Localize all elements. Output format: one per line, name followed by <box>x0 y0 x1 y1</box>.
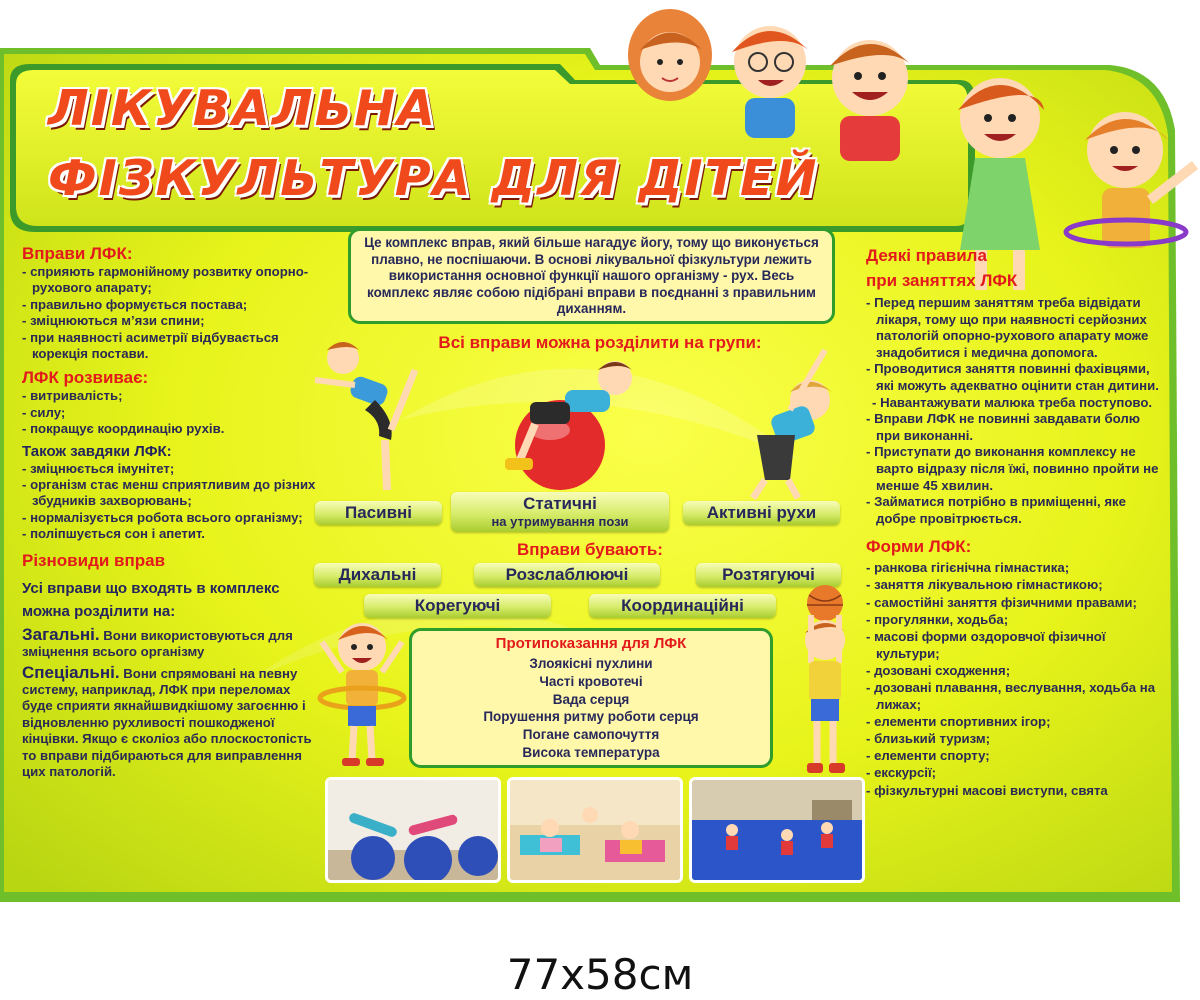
exercise-illustrations <box>295 340 855 500</box>
special-term: Спеціальні. <box>22 662 120 682</box>
list-item: - Приступати до виконання комплексу не варто відразу після їжі, повинно пройти не менше 45 хвилин. <box>866 444 1166 494</box>
list-item: - елементи спортивних ігор; <box>866 713 1166 730</box>
list-item: - прогулянки, ходьба; <box>866 611 1166 628</box>
photo-kids-on-mats <box>507 777 683 883</box>
child-girl-1 <box>628 9 712 101</box>
rules-list <box>866 295 1166 527</box>
list-item: - ранкова гігієнічна гімнастика; <box>866 559 1166 576</box>
photo-fitness-balls <box>325 777 501 883</box>
intro-text: Це комплекс вправ, який більше нагадує йогу, тому що виконується плавно, не поспішаючи. В основі лікувальної фізкультури лежить використання основної функції нашого організму - рух. Весь комплекс являє собою підібрані вправи в поєднанні з правильним диханням. <box>364 235 819 316</box>
list-item: - Перед першим заняттям треба відвідати лікаря, тому що при наявності серйозних патологій опорно-рухового апарату може знадобитися і медична допомога. <box>866 295 1166 361</box>
intro-box <box>348 228 835 324</box>
groups-heading: Всі вправи можна розділити на групи: <box>438 333 762 352</box>
left-column <box>22 244 322 780</box>
list-item: - поліпшується сон і апетит. <box>22 526 322 542</box>
list-item: - Проводитися заняття повинні фахівцями, які можуть адекватно оцінити стан дитини. <box>866 361 1166 394</box>
contraindications-list <box>412 655 770 762</box>
list-item: - правильно формується постава; <box>22 297 322 313</box>
types-heading: Вправи бувають: <box>517 540 663 559</box>
list-item: Злоякісні пухлини <box>529 656 653 671</box>
list-item: Порушення ритму роботи серця <box>483 709 699 725</box>
type-coordination: Координаційні <box>589 594 776 618</box>
group-static-label: Статичні <box>523 494 597 513</box>
girl-side-bend <box>753 350 835 498</box>
list-item: - елементи спорту; <box>866 747 1166 764</box>
list-item: - зміцнюється імунітет; <box>22 461 322 477</box>
rules-heading-line-1: Деякі правила <box>866 246 987 265</box>
list-item: - фізкультурні масові виступи, свята <box>866 782 1166 799</box>
group-static-sub: на утримування пози <box>491 514 629 529</box>
list-item: - масові форми оздоровчої фізичної культури; <box>866 628 1166 662</box>
general-term: Загальні. <box>22 624 100 644</box>
general-exercises <box>22 624 312 661</box>
list-item: - самостійні заняття фізичними правами; <box>866 594 1166 611</box>
list-item: - екскурсії; <box>866 764 1166 781</box>
photo-kids-in-gym <box>689 777 865 883</box>
list-item: - заняття лікувальною гімнастикою; <box>866 576 1166 593</box>
special-exercises <box>22 662 312 781</box>
list-item: Погане самопочуття <box>522 727 660 743</box>
type-relaxing: Розслаблюючі <box>474 563 660 587</box>
group-static <box>451 492 669 532</box>
special-text: Вони спрямовані на певну систему, наприклад, ЛФК при переломах буде сприяти якнайшвидкішому загоєнню і відновленню рухливості пошкодженої кінцівки. Якщо є сколіоз або плоскостопість то вправи підбираються для виправлення цих патологій. <box>22 665 312 779</box>
title-line-2: ФІЗКУЛЬТУРА ДЛЯ ДІТЕЙ <box>48 150 819 207</box>
list-item: Висока температура <box>522 744 660 760</box>
list-item: Вада серця <box>552 691 630 707</box>
list-item: - зміцнюються м’язи спини; <box>22 313 322 329</box>
size-label: 77х58см <box>506 950 694 999</box>
list-item: - Навантажувати малюка треба поступово. <box>866 395 1166 412</box>
photo-kids-in-gym-image <box>692 780 862 880</box>
right-column <box>866 246 1166 799</box>
boy-hula-hoop-illustration <box>312 612 412 772</box>
type-breathing: Дихальні <box>314 563 441 587</box>
varieties-intro: Усі вправи що входять в комплекс можна розділити на: <box>22 579 280 620</box>
list-item: Часті кровотечі <box>539 673 643 689</box>
list-item: - дозовані сходження; <box>866 662 1166 679</box>
group-active: Активні рухи <box>683 501 840 525</box>
forms-list <box>866 559 1166 798</box>
list-item: - Вправи ЛФК не повинні завдавати болю при виконанні. <box>866 411 1166 444</box>
contraindications-heading: Протипоказання для ЛФК <box>495 635 687 652</box>
develops-heading: ЛФК розвиває: <box>22 368 149 388</box>
contraindications-box <box>409 628 773 768</box>
group-passive: Пасивні <box>315 501 442 525</box>
type-corrective: Корегуючі <box>364 594 551 618</box>
list-item: - близький туризм; <box>866 730 1166 747</box>
type-stretching: Розтягуючі <box>696 563 841 587</box>
child-boy-1 <box>732 26 810 138</box>
general-text: Вони використовуються для зміцнення всього організму <box>22 627 293 660</box>
list-item: - організм стає менш сприятливим до різних збудників захворювань; <box>22 477 322 510</box>
photo-kids-on-mats-image <box>510 780 680 880</box>
rules-heading-line-2: при заняттях ЛФК <box>866 271 1018 290</box>
list-item: - нормалізується робота всього організму; <box>22 510 322 526</box>
exercises-heading: Вправи ЛФК: <box>22 244 133 263</box>
title-line-1: ЛІКУВАЛЬНА <box>48 80 438 137</box>
child-boy-2 <box>830 40 912 161</box>
child-girl-3-hula-hoop <box>1066 112 1195 248</box>
list-item: - Займатися потрібно в приміщенні, яке добре провітрюється. <box>866 494 1166 527</box>
list-item: - силу; <box>22 405 322 421</box>
also-list <box>22 461 322 543</box>
list-item: - при наявності асиметрії відбувається корекція постави. <box>22 330 322 363</box>
also-heading: Також завдяки ЛФК: <box>22 442 172 460</box>
boy-basketball-illustration <box>785 585 865 780</box>
list-item: - покращує координацію рухів. <box>22 421 322 437</box>
girl-on-fitness-ball <box>505 361 632 490</box>
photo-fitness-balls-image <box>328 780 498 880</box>
list-item: - дозовані плавання, веслування, ходьба на лижах; <box>866 679 1166 713</box>
list-item: - витривалість; <box>22 388 322 404</box>
varieties-heading: Різновиди вправ <box>22 550 166 570</box>
develops-list <box>22 388 322 437</box>
girl-standing-stretch <box>315 342 415 490</box>
forms-heading: Форми ЛФК: <box>866 537 972 557</box>
exercises-list <box>22 264 322 362</box>
list-item: - сприяють гармонійному розвитку опорно-рухового апарату; <box>22 264 322 297</box>
